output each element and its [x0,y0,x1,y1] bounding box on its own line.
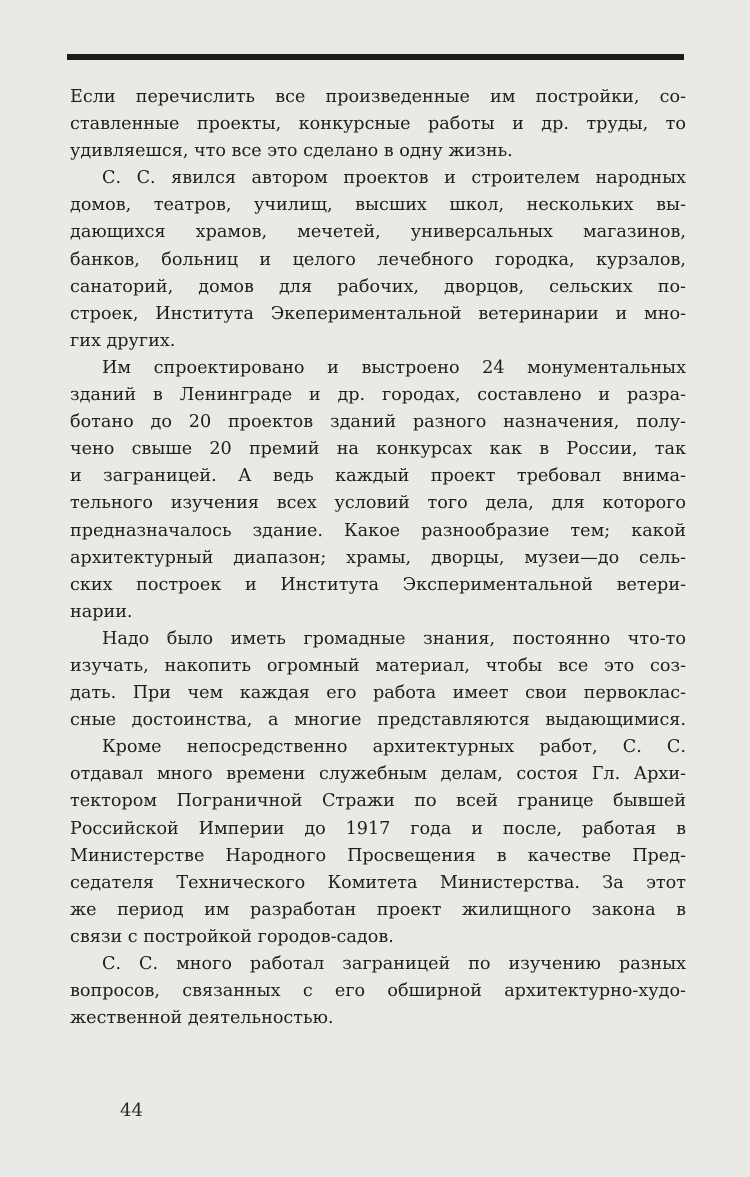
text-line: строек, Института Экепериментальной ветеринарии и мно- [70,303,686,324]
text-line: Российской Империи до 1917 года и после, работая в [70,818,686,839]
text-line: ставленные проекты, конкурсные работы и др. труды, то [70,114,686,135]
text-line: гих других. [70,330,176,351]
text-line: банков, больниц и целого лечебного городка, курзалов, [70,249,686,270]
page-number: 44 [120,1100,143,1121]
text-line: нарии. [70,601,133,622]
text-line: связи с постройкой городов-садов. [70,926,394,947]
text-line: архитектурный диапазон; храмы, дворцы, музеи—до сель- [70,547,686,568]
text-line: Кроме непосредственно архитектурных работ, С. С. [102,737,686,758]
text-line: изучать, накопить огромный материал, чтобы все это соз- [70,655,686,676]
text-line: и заграницей. А ведь каждый проект требовал внима- [70,466,686,487]
text-line: санаторий, домов для рабочих, дворцов, сельских по- [70,276,686,297]
text-line: жественной деятельностью. [70,1008,334,1029]
text-line: Надо было иметь громадные знания, постоянно что-то [102,628,686,649]
text-line: С. С. явился автором проектов и строителем народных [102,168,686,189]
text-line: предназначалось здание. Какое разнообразие тем; какой [70,520,686,541]
text-line: отдавал много времени служебным делам, состоя Гл. Архи- [70,764,686,785]
text-line: С. С. много работал заграницей по изучению разных [102,954,686,974]
text-line: тектором Пограничной Стражи по всей границе бывшей [70,791,686,812]
text-line: дающихся храмов, мечетей, универсальных магазинов, [70,222,686,243]
text-line: тельного изучения всех условий того дела, для которого [70,493,686,514]
text-line: Если перечислить все произведенные им постройки, со- [70,87,686,107]
text-line: Министерстве Народного Просвещения в качестве Пред- [70,845,686,866]
text-line: вопросов, связанных с его обширной архитектурно-худо- [70,981,686,1002]
header-rule [67,54,684,60]
text-line: дать. При чем каждая его работа имеет свои первоклас- [70,683,686,704]
text-line: удивляешся, что все это сделано в одну жизнь. [70,141,513,162]
text-line: домов, театров, училищ, высших школ, нескольких вы- [70,195,686,216]
text-line: чено свыше 20 премий на конкурсах как в России, так [70,439,686,460]
text-line: ских построек и Института Экспериментальной ветери- [70,574,686,595]
text-line: Им спроектировано и выстроено 24 монументальных [102,357,686,378]
text-line: седателя Технического Комитета Министерства. За этот [70,872,686,893]
body-text [70,84,686,1032]
text-line: ботано до 20 проектов зданий разного назначения, полу- [70,412,686,433]
text-line: же период им разработан проект жилищного закона в [70,899,686,920]
text-line: зданий в Ленинграде и др. городах, составлено и разра- [70,385,686,406]
text-line: сные достоинства, а многие представляются выдающимися. [70,710,686,731]
